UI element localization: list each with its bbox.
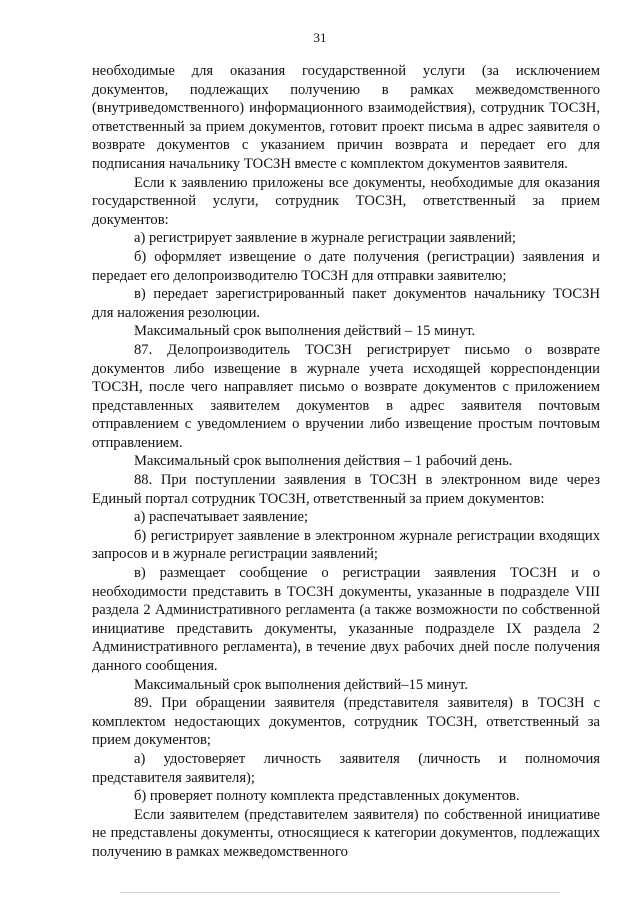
- scan-edge-line: [120, 892, 560, 893]
- list-item: б) проверяет полноту комплекта представленных документов.: [134, 788, 520, 805]
- numbered-paragraph: 88. При поступлении заявления в ТОСЗН в электронном виде через Единый портал сотрудник ТОСЗН, ответственный за прием документов:: [92, 472, 600, 507]
- paragraph: Если к заявлению приложены все документы, необходимые для оказания государственной услуги, сотрудник ТОСЗН, ответственный за прием документов:: [92, 174, 600, 228]
- numbered-paragraph: 89. При обращении заявителя (представителя заявителя) в ТОСЗН с комплектом недостающих документов, сотрудник ТОСЗН, ответственный за прием документов;: [92, 695, 600, 749]
- paragraph: Максимальный срок выполнения действий–15 минут.: [134, 676, 468, 693]
- page-body: [92, 62, 600, 862]
- list-item: б) оформляет извещение о дате получения (регистрации) заявления и передает его делопроизводителю ТОСЗН для отправки заявителю;: [92, 248, 600, 284]
- paragraph: Если заявителем (представителем заявителя) по собственной инициативе не представлены документы, относящиеся к категории документов, подлежащих получению в рамках межведомственного: [92, 806, 600, 860]
- list-item: в) размещает сообщение о регистрации заявления ТОСЗН и о необходимости представить в ТОСЗН документы, указанные в подразделе VIII раздела 2 Административного регламента (а также возможности по собственной инициативе представить документы, указанные подразделе IX раздела 2 Административного регламента), в течение двух рабочих дней после получения данного сообщения.: [92, 565, 600, 674]
- list-item: а) распечатывает заявление;: [134, 509, 309, 526]
- paragraph: Максимальный срок выполнения действий – 15 минут.: [134, 323, 476, 340]
- paragraph: Максимальный срок выполнения действия – 1 рабочий день.: [134, 453, 513, 470]
- list-item: в) передает зарегистрированный пакет документов начальнику ТОСЗН для наложения резолюции.: [92, 286, 600, 321]
- paragraph: необходимые для оказания государственной услуги (за исключением документов, подлежащих получению в рамках межведомственного (внутриведомственного) информационного взаимодействия), сотрудник ТОСЗН, ответственный за прием документов, готовит проект письма в адрес заявителя о возврате документов с указанием причин возврата и передает его для подписания начальнику ТОСЗН вместе с комплектом документов заявителя.: [92, 63, 600, 172]
- list-item: а) удостоверяет личность заявителя (личность и полномочия представителя заявителя);: [92, 750, 600, 786]
- list-item: а) регистрирует заявление в журнале регистрации заявлений;: [134, 230, 516, 247]
- numbered-paragraph: 87. Делопроизводитель ТОСЗН регистрирует письмо о возврате документов либо извещение в журнале учета исходящей корреспонденции ТОСЗН, после чего направляет письмо о возврате документов с приложением представленных заявителем документов в адрес заявителя почтовым отправлением с уведомлением о вручении либо извещение простым почтовым отправлением.: [92, 341, 600, 451]
- list-item: б) регистрирует заявление в электронном журнале регистрации входящих запросов и в журнале регистрации заявлений;: [92, 527, 600, 563]
- page-number: 31: [313, 30, 327, 45]
